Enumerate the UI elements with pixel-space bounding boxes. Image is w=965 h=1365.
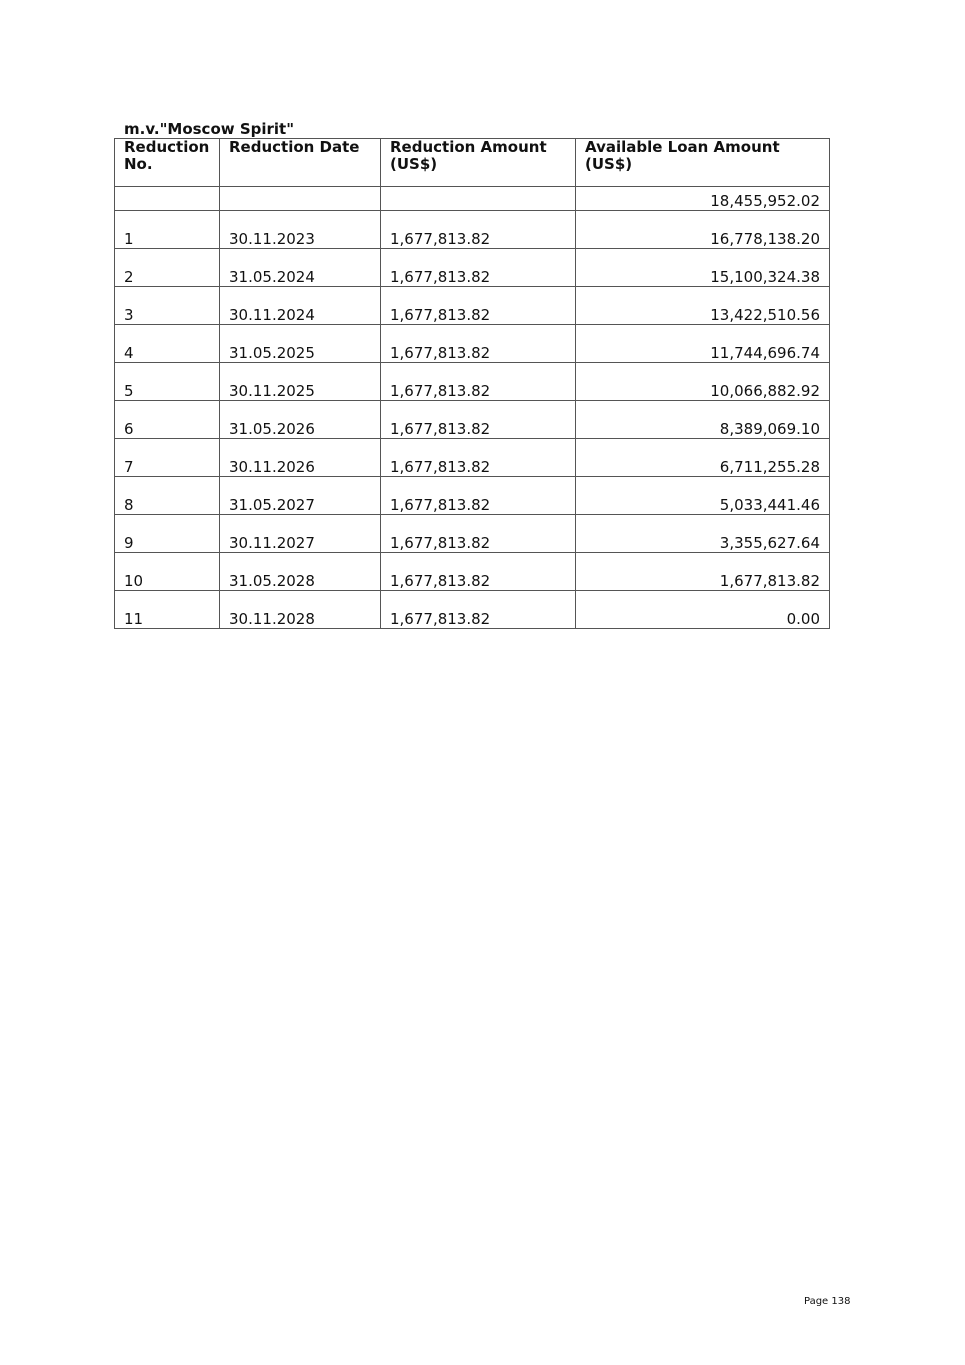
header-reduction-amount: Reduction Amount (US$) [381,139,576,187]
header-reduction-date: Reduction Date [220,139,381,187]
page-number: Page 138 [804,1296,851,1307]
reduction-no-cell: 9 [115,515,220,553]
reduction-no-cell: 6 [115,401,220,439]
table-row [115,325,830,363]
available-amount-cell: 1,677,813.82 [576,553,830,591]
available-amount-cell: 6,711,255.28 [576,439,830,477]
reduction-no-cell: 3 [115,287,220,325]
reduction-amount-cell: 1,677,813.82 [381,553,576,591]
reduction-date-cell: 31.05.2027 [220,477,381,515]
reduction-date-cell: 31.05.2024 [220,249,381,287]
table-row [115,591,830,629]
available-amount-cell: 16,778,138.20 [576,211,830,249]
opening-empty-cell [220,187,381,211]
opening-empty-cell [115,187,220,211]
reduction-date-cell: 30.11.2026 [220,439,381,477]
table-row [115,249,830,287]
reduction-amount-cell: 1,677,813.82 [381,363,576,401]
table-row [115,439,830,477]
table-row [115,211,830,249]
opening-balance-row [115,187,830,211]
available-amount-cell: 8,389,069.10 [576,401,830,439]
table-header-row [115,139,830,187]
available-amount-cell: 15,100,324.38 [576,249,830,287]
reduction-date-cell: 30.11.2028 [220,591,381,629]
table-row [115,515,830,553]
reduction-amount-cell: 1,677,813.82 [381,211,576,249]
reduction-no-cell: 8 [115,477,220,515]
reduction-date-cell: 31.05.2025 [220,325,381,363]
opening-empty-cell [381,187,576,211]
header-reduction-no: Reduction No. [115,139,220,187]
reduction-date-cell: 31.05.2026 [220,401,381,439]
table-row [115,363,830,401]
available-amount-cell: 13,422,510.56 [576,287,830,325]
reduction-amount-cell: 1,677,813.82 [381,249,576,287]
reduction-amount-cell: 1,677,813.82 [381,325,576,363]
reduction-no-cell: 4 [115,325,220,363]
reduction-amount-cell: 1,677,813.82 [381,515,576,553]
reduction-amount-cell: 1,677,813.82 [381,287,576,325]
reduction-amount-cell: 1,677,813.82 [381,477,576,515]
available-amount-cell: 5,033,441.46 [576,477,830,515]
reduction-date-cell: 31.05.2028 [220,553,381,591]
reduction-amount-cell: 1,677,813.82 [381,401,576,439]
reduction-date-cell: 30.11.2027 [220,515,381,553]
reduction-no-cell: 11 [115,591,220,629]
reduction-amount-cell: 1,677,813.82 [381,591,576,629]
available-amount-cell: 10,066,882.92 [576,363,830,401]
available-amount-cell: 0.00 [576,591,830,629]
table-row [115,401,830,439]
available-amount-cell: 3,355,627.64 [576,515,830,553]
reduction-no-cell: 7 [115,439,220,477]
reduction-date-cell: 30.11.2024 [220,287,381,325]
table-row [115,477,830,515]
reduction-schedule-table [114,138,830,629]
available-amount-cell: 11,744,696.74 [576,325,830,363]
reduction-amount-cell: 1,677,813.82 [381,439,576,477]
vessel-title: m.v."Moscow Spirit" [124,120,295,138]
header-available-loan-amount: Available Loan Amount (US$) [576,139,830,187]
table-row [115,553,830,591]
reduction-no-cell: 2 [115,249,220,287]
reduction-date-cell: 30.11.2025 [220,363,381,401]
reduction-no-cell: 10 [115,553,220,591]
reduction-no-cell: 5 [115,363,220,401]
reduction-date-cell: 30.11.2023 [220,211,381,249]
table-row [115,287,830,325]
opening-balance: 18,455,952.02 [576,187,830,211]
reduction-no-cell: 1 [115,211,220,249]
